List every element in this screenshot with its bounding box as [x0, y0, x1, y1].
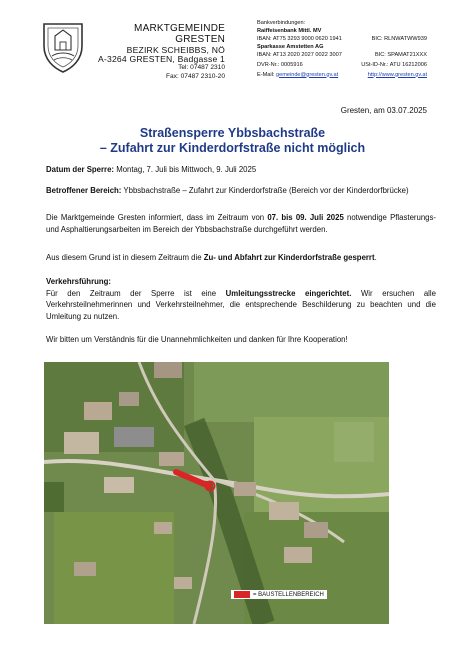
traffic-text2: Wir ersuchen alle Verkehrsteilnehmerinnen und Verkehrsteilnehmer, die entsprechende Beschilderung zu beachten und die Umleitung zu nutzen. — [46, 288, 436, 322]
bank2-iban: IBAN: AT13 2020 2027 0022 3007 — [257, 51, 342, 58]
document-date: Gresten, am 03.07.2025 — [340, 106, 427, 115]
grund-text2: . — [374, 253, 377, 262]
info-text2: notwendige Pflasterungs- und Asphaltierungsarbeiten im Bereich der Ybbsbachstraße durchgeführt werden. — [46, 213, 436, 234]
bereich-text: Ybbsbachstraße – Zufahrt zur Kinderdorfstraße (Bereich vor der Kinderdorfbrücke) — [121, 186, 409, 195]
municipality-address-block — [95, 24, 225, 82]
grund-bold: Zu- und Abfahrt zur Kinderdorfstraße gesperrt — [203, 253, 375, 262]
closure-date-paragraph — [46, 164, 436, 176]
title-line1: Straßensperre Ybbsbachstraße — [139, 126, 326, 140]
org-name-line1: MARKTGEMEINDE — [134, 23, 225, 34]
bank2-bic: BIC: SPAMAT21XXX — [374, 51, 427, 58]
org-district: BEZIRK SCHEIBBS, NÖ — [126, 44, 225, 55]
map-legend — [231, 590, 327, 599]
org-address: A-3264 GRESTEN, Badgasse 1 — [97, 53, 225, 64]
org-name-line2: GRESTEN — [175, 33, 225, 45]
traffic-paragraph — [46, 276, 436, 323]
info-text1: Die Marktgemeinde Gresten informiert, dass im Zeitraum von — [46, 213, 268, 222]
org-fax: Fax: 07487 2310-20 — [165, 73, 225, 81]
title-line2: – Zufahrt zur Kinderdorfstraße nicht möglich — [99, 141, 366, 156]
info-paragraph — [46, 212, 436, 235]
dvr-number: DVR-Nr.: 0005916 — [257, 61, 303, 68]
municipal-crest-logo — [40, 20, 86, 74]
bank1-bic: BIC: RLNWATWW939 — [371, 35, 427, 42]
traffic-heading: Verkehrsführung: — [46, 277, 111, 286]
email-label: E-Mail: — [257, 71, 276, 78]
aerial-map — [44, 362, 389, 624]
closing-paragraph: Wir bitten um Verständnis für die Unannehmlichkeiten und danken für Ihre Kooperation! — [46, 335, 348, 344]
legend-swatch — [234, 591, 250, 598]
datum-text: Montag, 7. Juli bis Mittwoch, 9. Juli 2025 — [114, 165, 257, 174]
grund-text1: Aus diesem Grund ist in diesem Zeitraum die — [46, 253, 204, 262]
affected-area-paragraph — [46, 185, 436, 197]
traffic-bold: Umleitungsstrecke eingerichtet. — [225, 288, 352, 298]
reason-paragraph — [46, 252, 436, 264]
bank1-name: Raiffeisenbank Mittl. MV — [257, 27, 322, 34]
bank-details-block — [257, 20, 427, 80]
website-link[interactable]: http://www.gresten.gv.at — [367, 71, 427, 78]
traffic-text1: Für den Zeitraum der Sperre ist eine — [46, 288, 226, 298]
uid-number: USt-ID-Nr.: ATU 16212006 — [361, 61, 427, 68]
info-bold: 07. bis 09. Juli 2025 — [267, 213, 344, 222]
bereich-label: Betroffener Bereich: — [46, 186, 122, 195]
org-tel: Tel: 07487 2310 — [178, 64, 225, 72]
bank-heading: Bankverbindungen: — [257, 20, 306, 26]
bank2-name: Sparkasse Amstetten AG — [257, 43, 324, 50]
email-link[interactable]: gemeinde@gresten.gv.at — [275, 71, 339, 78]
datum-label: Datum der Sperre: — [46, 165, 115, 174]
bank1-iban: IBAN: AT75 3293 9000 0620 1941 — [257, 35, 342, 42]
document-title — [40, 126, 425, 157]
legend-label: = BAUSTELLENBEREICH — [253, 591, 324, 598]
